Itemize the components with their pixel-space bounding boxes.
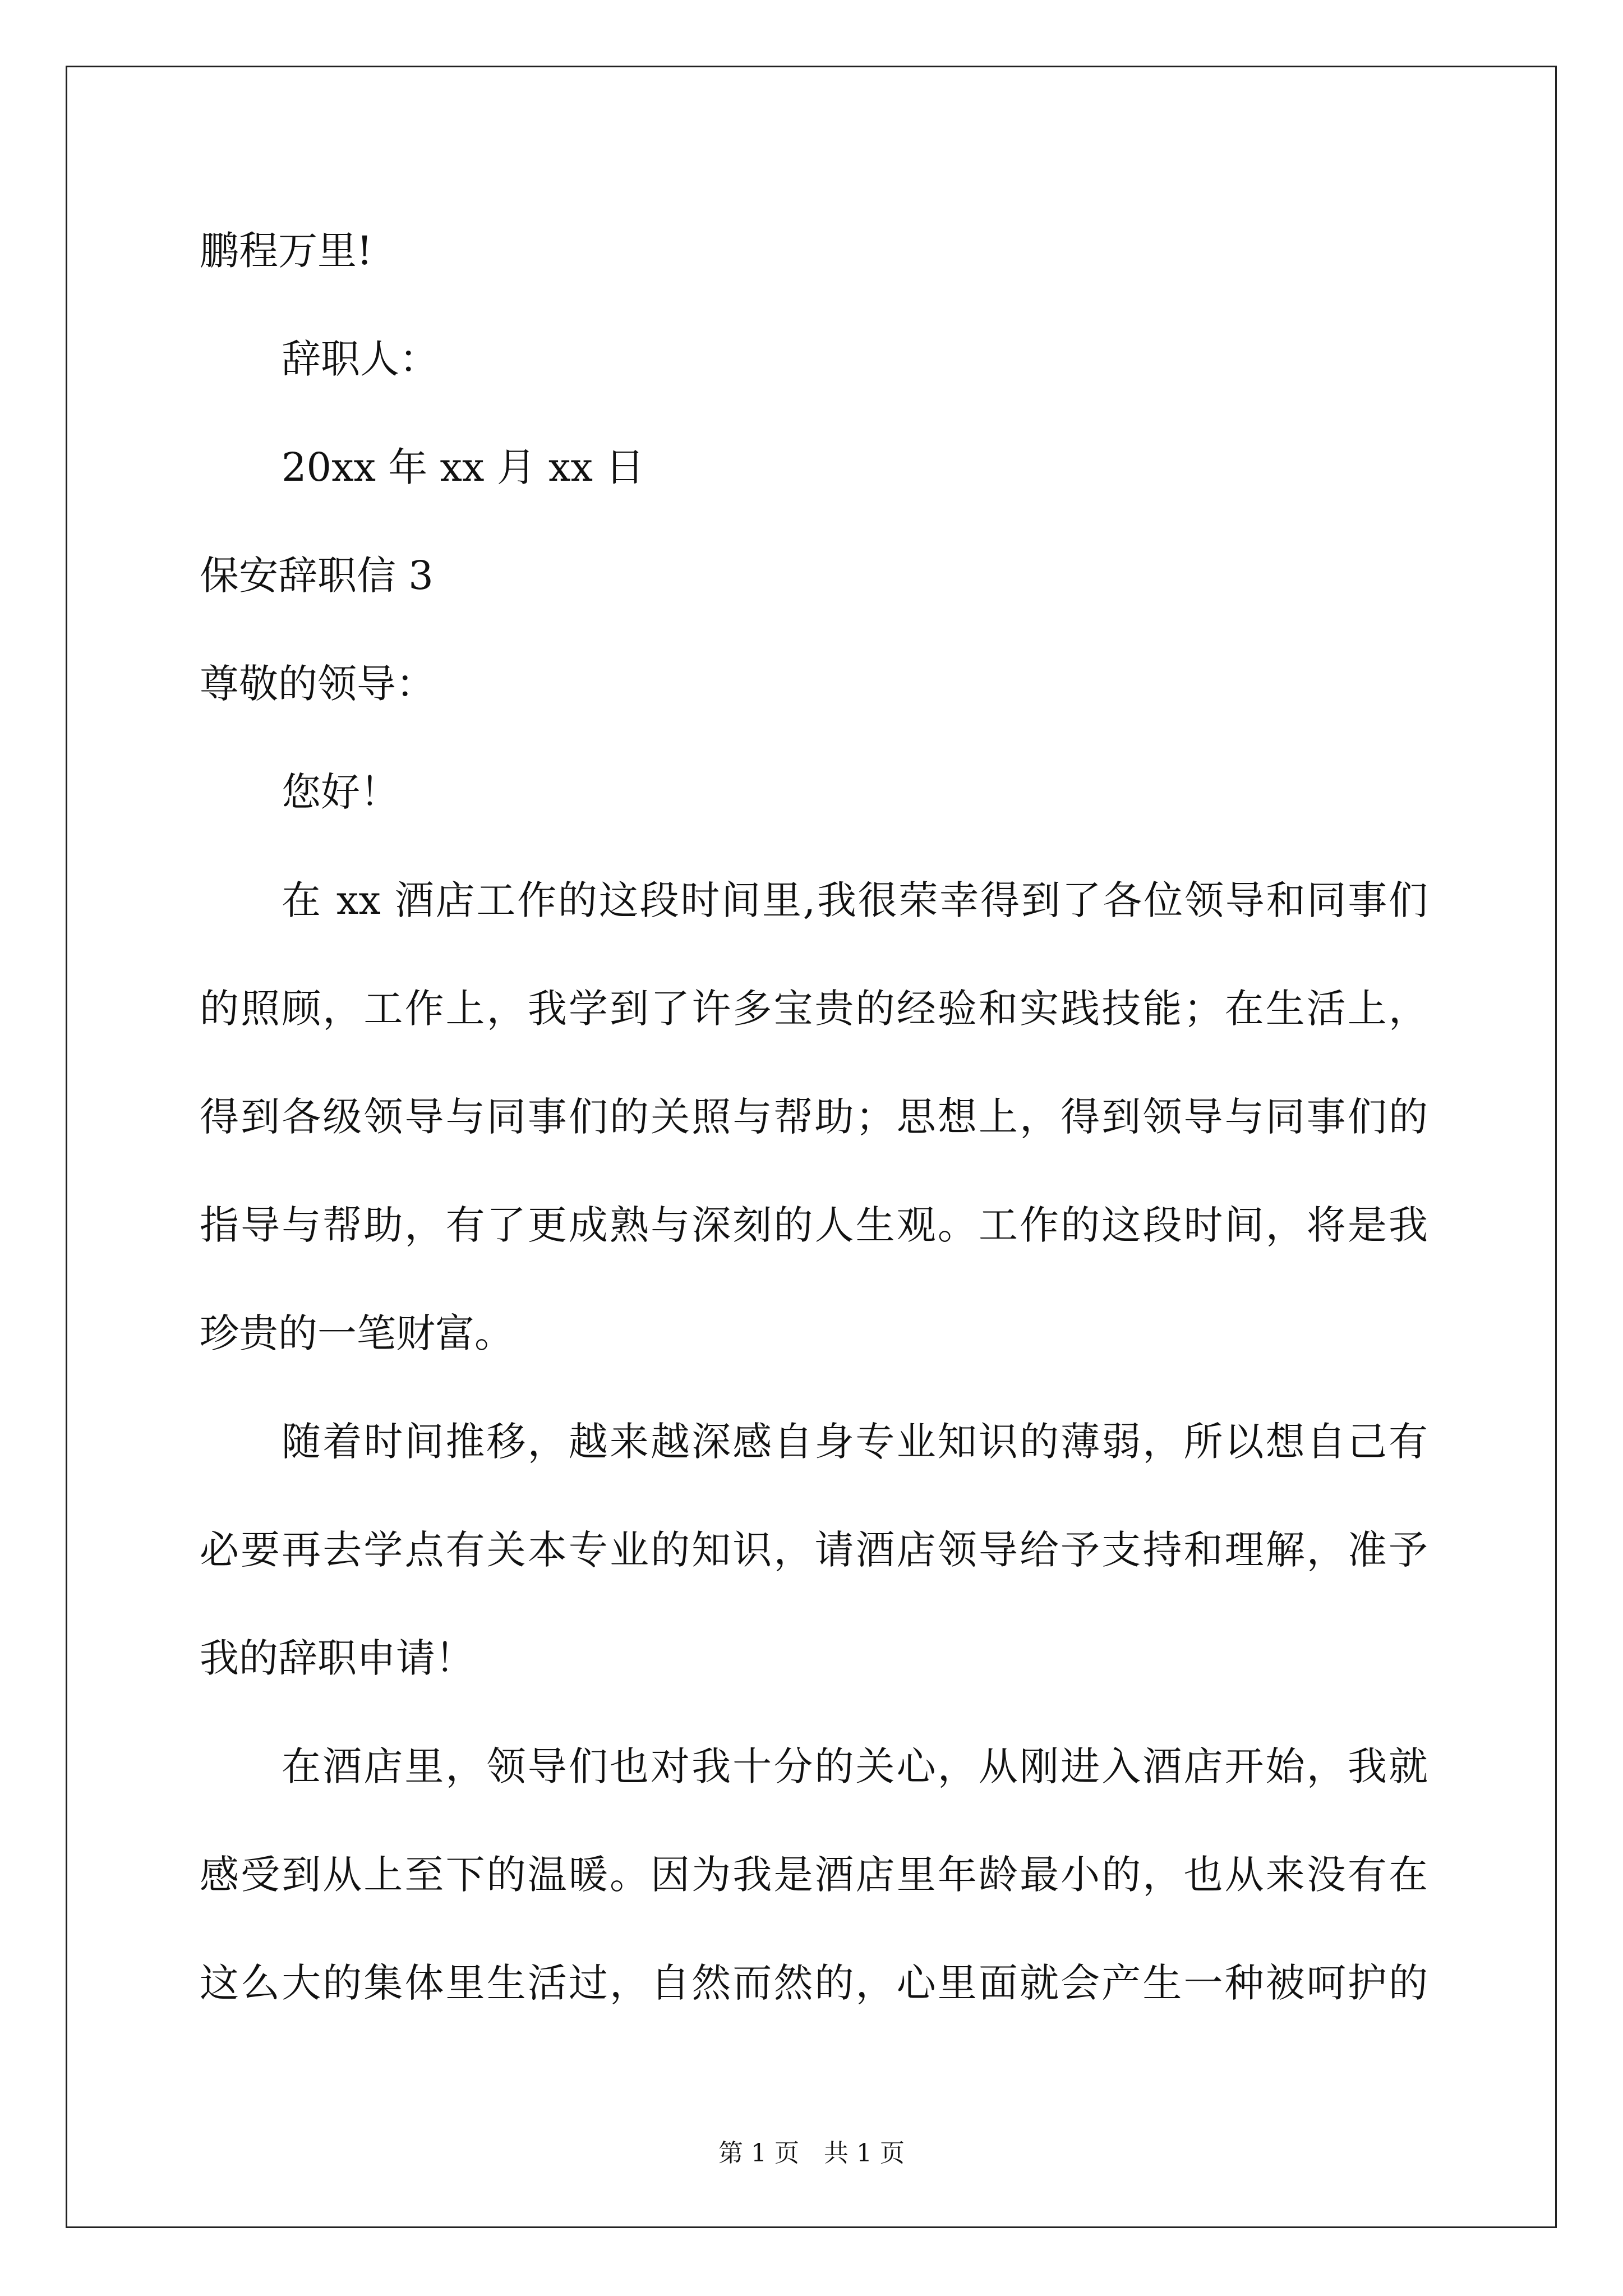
salutation: 尊敬的领导： [200,661,435,707]
paragraph-2-line-1: 随着时间推移，越来越深感自身专业知识的薄弱，所以想自己有 [282,1419,1428,1465]
signature-label: 辞职人： [282,336,439,382]
greeting: 您好！ [282,769,399,815]
paragraph-1-line-1: 在 xx 酒店工作的这段时间里,我很荣幸得到了各位领导和同事们 [282,877,1428,923]
paragraph-1-line-2: 的照顾，工作上，我学到了许多宝贵的经验和实践技能；在生活上， [200,986,1428,1032]
paragraph-3-line-3: 这么大的集体里生活过，自然而然的，心里面就会产生一种被呵护的 [200,1960,1428,2006]
paragraph-2-line-2: 必要再去学点有关本专业的知识，请酒店领导给予支持和理解，准予 [200,1527,1428,1573]
paragraph-1-line-4: 指导与帮助，有了更成熟与深刻的人生观。工作的这段时间，将是我 [200,1202,1428,1248]
paragraph-3-line-1: 在酒店里，领导们也对我十分的关心，从刚进入酒店开始，我就 [282,1743,1428,1789]
date-line: 20xx 年 xx 月 xx 日 [282,444,645,490]
page-footer: 第 1 页 共 1 页 [718,2139,905,2168]
paragraph-3-line-2: 感受到从上至下的温暖。因为我是酒店里年龄最小的，也从来没有在 [200,1852,1428,1898]
paragraph-2-line-3: 我的辞职申请！ [200,1635,474,1681]
letter-title: 保安辞职信 3 [200,553,434,599]
paragraph-1-line-3: 得到各级领导与同事们的关照与帮助；思想上，得到领导与同事们的 [200,1094,1428,1140]
paragraph-1-line-5: 珍贵的一笔财富。 [200,1310,514,1356]
page-border [66,66,1557,2228]
closing-line: 鹏程万里! [200,228,373,274]
